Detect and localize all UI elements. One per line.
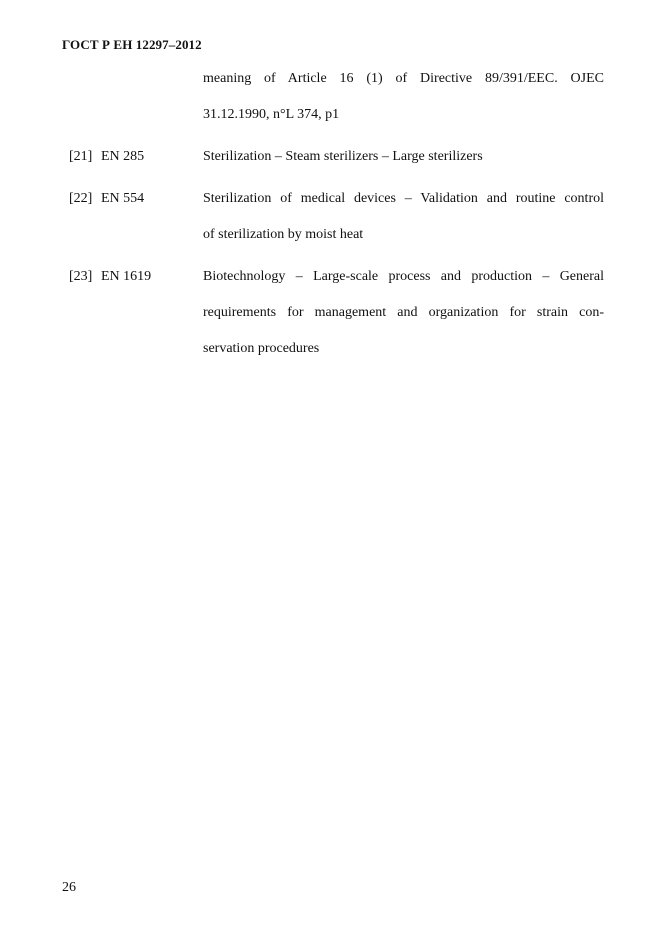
reference-title bbox=[203, 139, 604, 175]
reference-number: [23] bbox=[69, 269, 93, 284]
reference-title-line: Sterilization of medical devices – Validation and routine control bbox=[203, 191, 604, 206]
reference-number: [22] bbox=[69, 191, 93, 206]
reference-title-line: Biotechnology – Large-scale process and production – General bbox=[203, 269, 604, 284]
reference-title-line: 31.12.1990, n°L 374, p1 bbox=[203, 107, 340, 122]
page-number: 26 bbox=[62, 880, 76, 895]
reference-title-line: meaning of Article 16 (1) of Directive 89/391/EEC. OJEC bbox=[203, 71, 604, 86]
reference-title-line: Sterilization – Steam sterilizers – Large sterilizers bbox=[203, 149, 483, 164]
reference-title bbox=[203, 61, 604, 133]
reference-code: EN 1619 bbox=[101, 269, 152, 284]
reference-title-line: servation procedures bbox=[203, 341, 320, 356]
reference-title-line: requirements for management and organization for strain con- bbox=[203, 305, 604, 320]
reference-code: EN 554 bbox=[101, 191, 145, 206]
document-header: ГОСТ Р ЕН 12297–2012 bbox=[62, 37, 202, 52]
reference-title bbox=[203, 259, 604, 367]
reference-code: EN 285 bbox=[101, 149, 145, 164]
reference-title bbox=[203, 181, 604, 253]
reference-title-line: of sterilization by moist heat bbox=[203, 227, 364, 242]
reference-number: [21] bbox=[69, 149, 93, 164]
